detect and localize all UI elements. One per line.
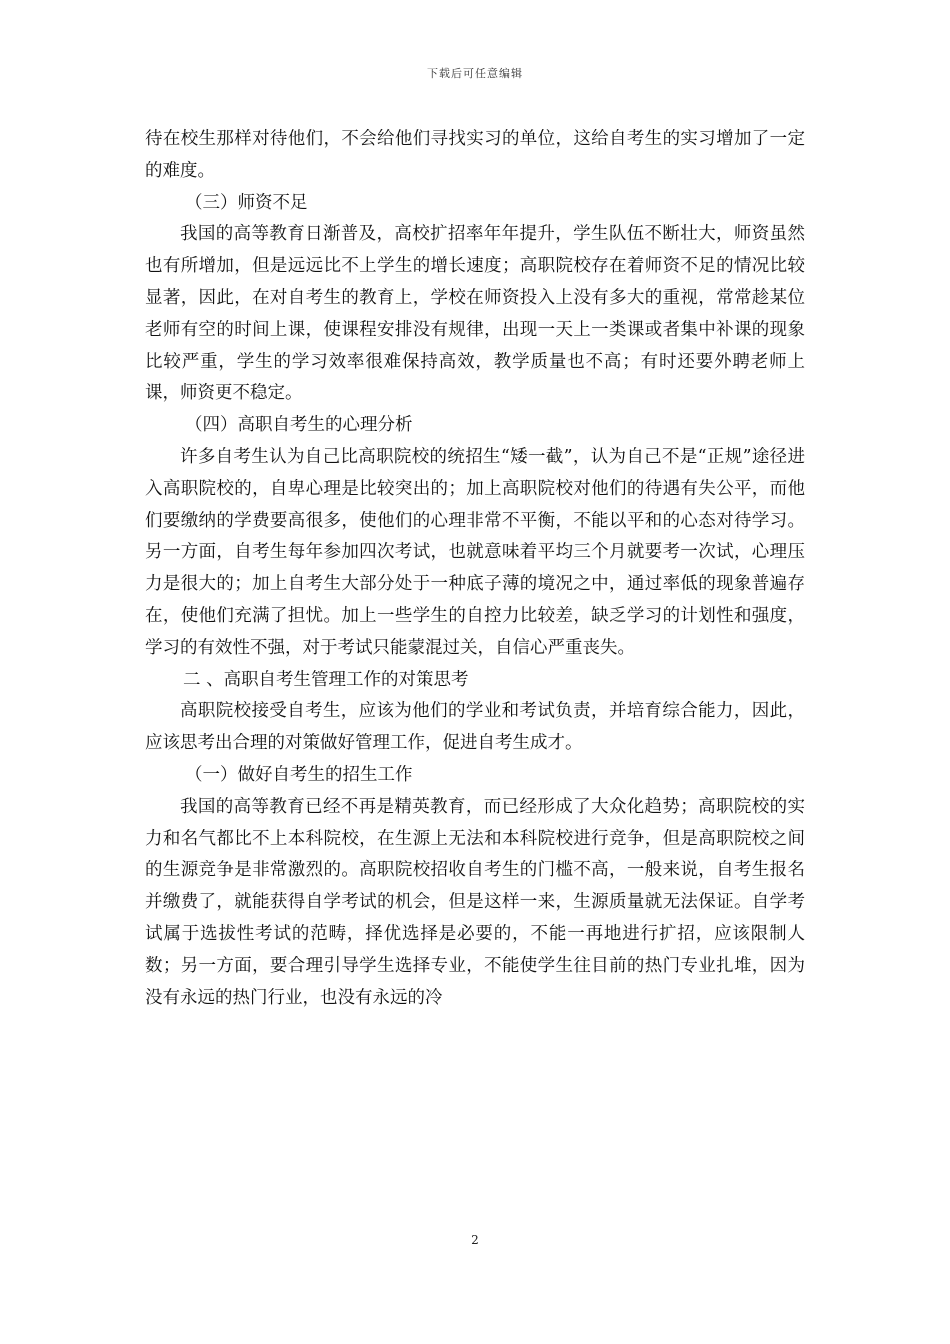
section-heading-psychology: （四）高职自考生的心理分析	[185, 415, 413, 436]
paragraph-countermeasures: 高职院校接受自考生，应该为他们的学业和考试负责，并培育综合能力，因此，应该思考出合理的对策做好管理工作，促进自考生成才。	[145, 701, 805, 754]
paragraph-faculty-shortage: 我国的高等教育日渐普及，高校扩招率年年提升，学生队伍不断壮大，师资虽然也有所增加，但是远远比不上学生的增长速度；高职院校存在着师资不足的情况比较显著，因此，在对自考生的教育上，学校在师资投入上没有多大的重视，常常趁某位老师有空的时间上课，使课程安排没有规律，出现一天上一类课或者集中补课的现象比较严重，学生的学习效率很难保持高效，教学质量也不高；有时还要外聘老师上课，师资更不稳定。	[145, 224, 805, 404]
section-heading-faculty-shortage: （三）师资不足	[185, 192, 308, 213]
paragraph-psychology: 许多自考生认为自己比高职院校的统招生“矮一截”，认为自己不是“正规”途径进入高职院校的，自卑心理是比较突出的；加上高职院校对他们的待遇有失公平，而他们要缴纳的学费要高很多，使他们的心理非常不平衡，不能以平和的心态对待学习。另一方面，自考生每年参加四次考试，也就意味着平均三个月就要考一次试，心理压力是很大的；加上自考生大部分处于一种底子薄的境况之中，通过率低的现象普遍存在，使他们充满了担忧。加上一些学生的自控力比较差，缺乏学习的计划性和强度，学习的有效性不强，对于考试只能蒙混过关，自信心严重丧失。	[145, 446, 805, 658]
paragraph-continuation: 待在校生那样对待他们，不会给他们寻找实习的单位，这给自考生的实习增加了一定的难度。	[145, 129, 805, 181]
page-header: 下载后可任意编辑	[427, 67, 523, 80]
document-body	[145, 124, 805, 1014]
section-heading-countermeasures: 二 、高职自考生管理工作的对策思考	[183, 669, 469, 690]
section-heading-enrollment: （一）做好自考生的招生工作	[185, 764, 413, 785]
page-number: 2	[471, 1233, 479, 1247]
paragraph-enrollment: 我国的高等教育已经不再是精英教育，而已经形成了大众化趋势；高职院校的实力和名气都比不上本科院校，在生源上无法和本科院校进行竞争，但是高职院校之间的生源竞争是非常激烈的。高职院校招收自考生的门槛不高，一般来说，自考生报名并缴费了，就能获得自学考试的机会，但是这样一来，生源质量就无法保证。自学考试属于选拔性考试的范畴，择优选择是必要的，不能一再地进行扩招，应该限制人数；另一方面，要合理引导学生选择专业，不能使学生往目前的热门专业扎堆，因为没有永远的热门行业，也没有永远的冷	[145, 796, 805, 1008]
